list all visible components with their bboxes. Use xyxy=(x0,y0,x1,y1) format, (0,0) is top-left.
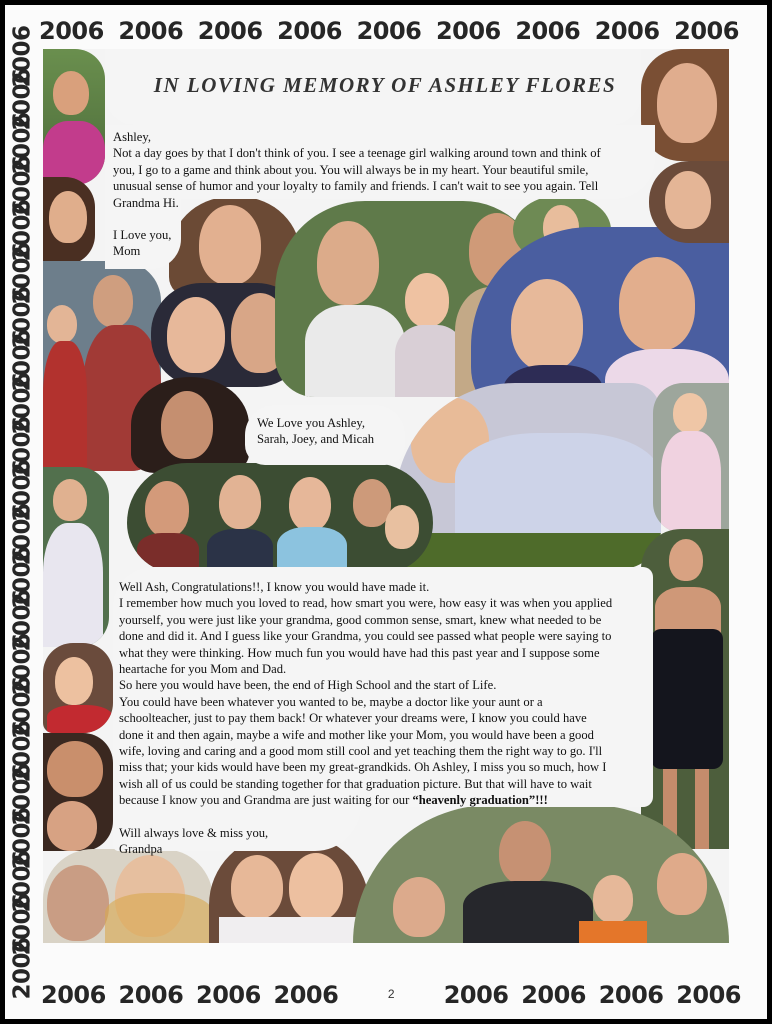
last-line-text: because I know you and Grandma are just waiting for our xyxy=(119,793,413,808)
letter-line: yourself, you were just like your grandma, good common sense, smart, knew what needed to be xyxy=(119,612,602,627)
year-label: 2006 xyxy=(273,981,339,1009)
photo-girl-dark-hair xyxy=(131,377,249,473)
siblings-line-1: We Love you Ashley, xyxy=(257,416,365,430)
year-label: 2006 xyxy=(277,17,342,45)
letter-line: you, I go to a game and think about you. You will always be in my heart. Your beautiful smile, xyxy=(113,162,589,177)
year-label: 2006 xyxy=(443,981,509,1009)
letter-line: unusual sense of humor and your loyalty to family and friends. I can't wait to see you again. Tell xyxy=(113,179,599,194)
letter-line: You could have been whatever you wanted to be, maybe a doctor like your aunt or a xyxy=(119,694,543,709)
page-number: 2 xyxy=(387,987,395,1001)
siblings-note xyxy=(257,415,417,448)
year-label: 2006 xyxy=(521,981,586,1009)
grandpa-closing: Will always love & miss you, xyxy=(119,825,269,840)
year-border-top xyxy=(39,17,739,45)
year-label: 2006 xyxy=(41,981,106,1009)
year-label: 2006 xyxy=(674,17,739,45)
photo-collage xyxy=(43,49,729,943)
year-label: 2006 xyxy=(197,17,263,45)
year-label: 2006 xyxy=(9,850,36,913)
photo-girl-right-small xyxy=(649,161,729,243)
letter-line: what they were thinking. How much fun you would have had this past year and I suppose some xyxy=(119,645,600,660)
mom-letter xyxy=(113,129,653,260)
year-label: 2006 xyxy=(356,17,422,45)
letter-line-last xyxy=(119,792,659,808)
year-label: 2006 xyxy=(9,416,36,479)
year-label: 2006 xyxy=(9,807,36,870)
photo-boy-closeup xyxy=(43,733,113,851)
year-label: 2006 xyxy=(9,459,36,522)
year-label: 2006 xyxy=(9,286,36,349)
year-label: 2006 xyxy=(598,981,664,1009)
grandpa-signature: Grandpa xyxy=(119,842,163,857)
letter-line: schoolteacher, just to pay them back! Or whatever your dreams were, I know you could have xyxy=(119,711,587,726)
year-label: 2006 xyxy=(39,17,104,45)
photo-girl-red-top xyxy=(43,643,113,733)
photo-girl-smiling xyxy=(43,177,95,265)
year-label: 2006 xyxy=(435,17,501,45)
photo-girl-lying-grass xyxy=(395,383,661,569)
letter-line: Well Ash, Congratulations!!, I know you would have made it. xyxy=(119,580,430,594)
letter-line: miss that; your kids would have been my great-grandkids. Oh Ashley, I miss you so much, how I xyxy=(119,760,607,775)
year-label: 2006 xyxy=(9,720,36,783)
year-label: 2006 xyxy=(515,17,581,45)
page-title: IN LOVING MEMORY OF ASHLEY FLORES xyxy=(153,73,617,97)
year-label: 2006 xyxy=(9,676,36,739)
letter-line: So here you would have been, the end of High School and the start of Life. xyxy=(119,678,497,693)
letter-line: done and did it. And I guess like your Grandma, you could see passed what people were saying to xyxy=(119,629,612,644)
year-label: 2006 xyxy=(9,199,36,262)
mom-salutation: Ashley, xyxy=(113,130,152,144)
year-label: 2006 xyxy=(9,155,36,218)
year-label: 2006 xyxy=(9,546,36,609)
letter-line: wife, loving and caring and a good mom still cool and yet teaching them the right way to go. I'll xyxy=(119,744,603,759)
grandpa-letter xyxy=(119,579,659,858)
letter-line: Not a day goes by that I don't think of you. I see a teenage girl walking around town and think of xyxy=(113,146,601,161)
year-border-left xyxy=(6,25,40,1000)
photo-group-five xyxy=(127,463,433,573)
year-label: 2006 xyxy=(9,68,36,131)
photo-girl-white-top xyxy=(43,467,109,647)
letter-line: I remember how much you loved to read, how smart you were, how easy it was when you applied xyxy=(119,596,613,611)
year-label: 2006 xyxy=(9,589,36,652)
year-label: 2006 xyxy=(594,17,660,45)
year-label: 2006 xyxy=(9,372,36,435)
photo-girl-pink-top xyxy=(43,49,105,185)
year-label: 2006 xyxy=(9,763,36,826)
year-label: 2006 xyxy=(9,329,36,392)
photo-bottom-left-group xyxy=(43,849,213,943)
photo-toddler-right xyxy=(653,383,729,533)
year-label: 2006 xyxy=(9,633,36,696)
letter-line: wish all of us could be standing together for that graduation picture. But that will have to wait xyxy=(119,776,592,791)
year-label: 2006 xyxy=(196,981,261,1009)
year-label: 2006 xyxy=(9,893,36,956)
year-label: 2006 xyxy=(9,242,36,305)
year-border-bottom xyxy=(41,981,741,1009)
letter-line: Grandma Hi. xyxy=(113,195,179,210)
letter-line: heartache for you Mom and Dad. xyxy=(119,662,287,677)
year-label: 2006 xyxy=(9,937,36,1000)
yearbook-page xyxy=(5,5,767,1019)
year-label: 2006 xyxy=(676,981,741,1009)
year-label: 2006 xyxy=(9,503,36,566)
heavenly-graduation-text: “heavenly graduation”!!! xyxy=(412,793,548,808)
mom-signature: Mom xyxy=(113,244,141,259)
year-label: 2006 xyxy=(118,17,184,45)
mom-closing: I Love you, xyxy=(113,228,172,243)
year-label: 2006 xyxy=(9,112,36,175)
letter-line: done it and then again, maybe a wife and mother like your Mom, you would have been a good xyxy=(119,727,594,742)
year-label: 2006 xyxy=(118,981,184,1009)
year-label: 2006 xyxy=(9,25,36,88)
siblings-line-2: Sarah, Joey, and Micah xyxy=(257,432,375,447)
